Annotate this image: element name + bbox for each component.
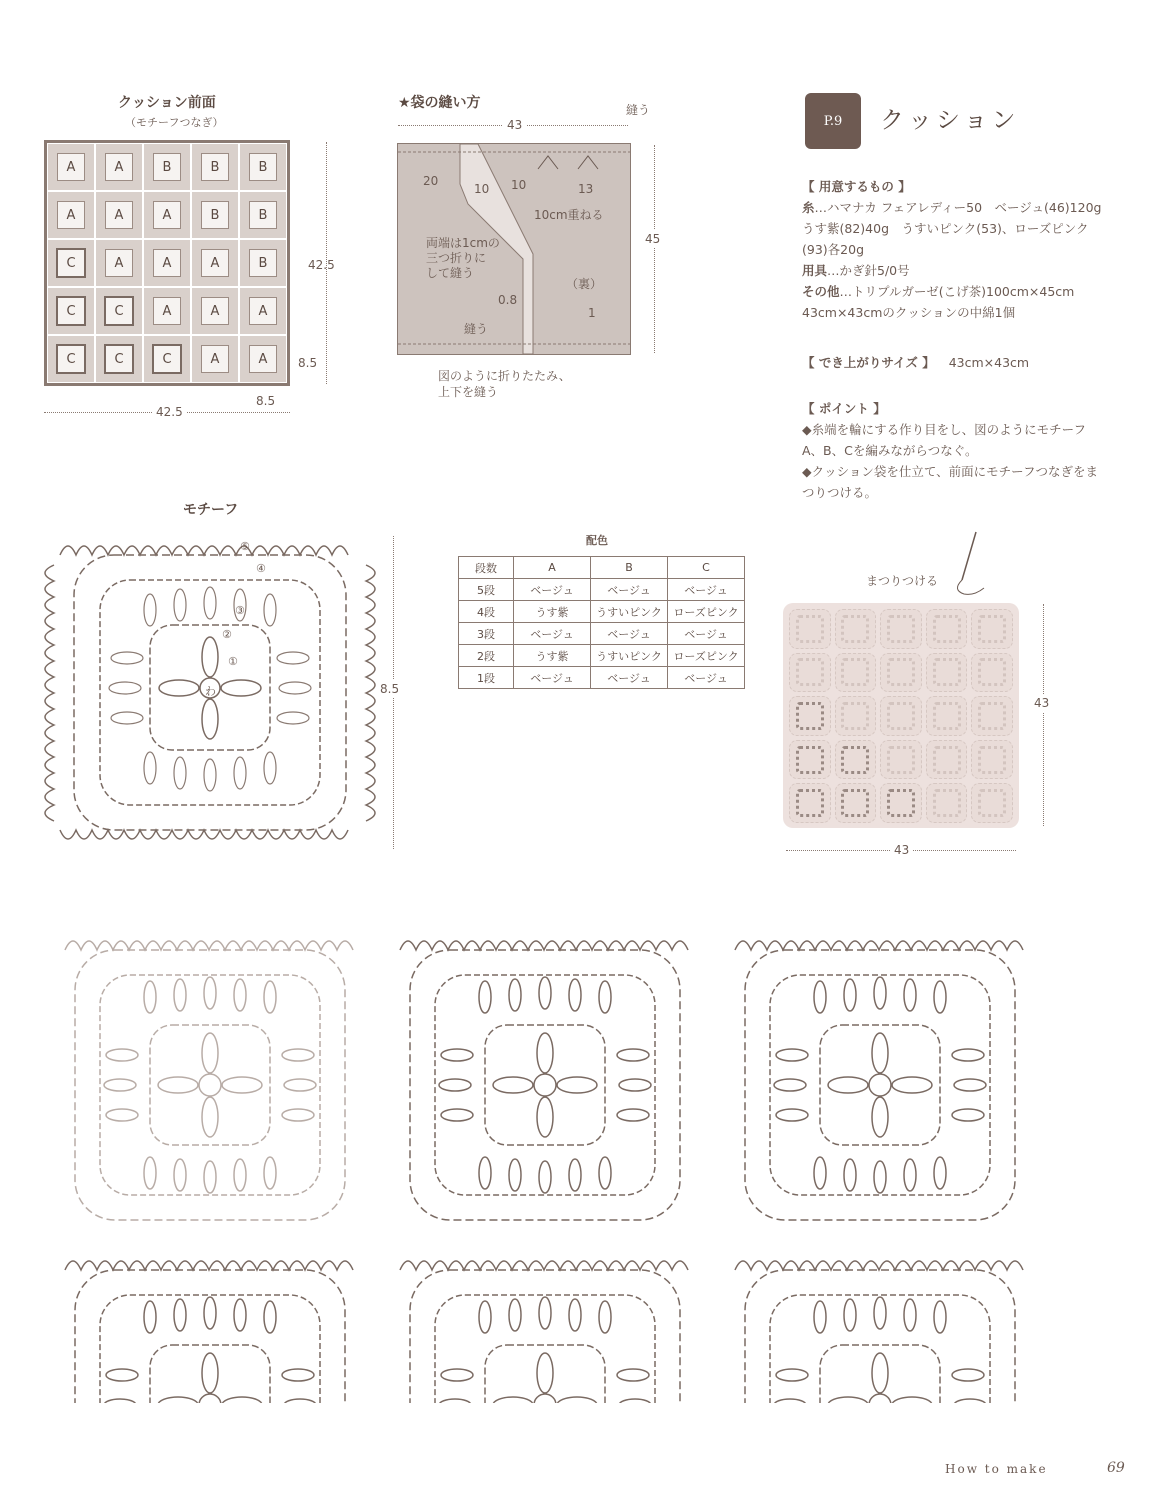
front-grid-cell	[95, 287, 143, 335]
joined-motif	[735, 1261, 1023, 1415]
motif-letter: C	[152, 344, 182, 374]
front-grid-cell	[95, 191, 143, 239]
finished-motif	[880, 740, 922, 780]
finished-motif-center	[887, 658, 915, 686]
motif-round-2: ②	[222, 628, 232, 641]
color-table-row	[459, 601, 745, 623]
finished-motif	[789, 653, 831, 693]
finished-motif-center	[887, 702, 915, 730]
motif-letter: B	[201, 201, 229, 229]
color-cell: ベージュ	[514, 579, 591, 601]
joined-motif	[735, 941, 1023, 1220]
motif-letter: A	[201, 345, 229, 373]
color-cell: ベージュ	[668, 579, 745, 601]
finished-motif	[789, 783, 831, 823]
color-cell: ベージュ	[514, 667, 591, 689]
front-dim-motif-w: 8.5	[256, 394, 276, 408]
finished-motif	[789, 740, 831, 780]
motif-letter: A	[249, 297, 277, 325]
finished-motif-center	[978, 746, 1006, 774]
color-cell: うす紫	[514, 601, 591, 623]
bag-dim-height-line	[654, 145, 655, 353]
motif-letter: A	[249, 345, 277, 373]
finished-motif	[835, 740, 877, 780]
front-grid-cell	[239, 335, 287, 383]
finished-motif-center	[841, 702, 869, 730]
front-grid-cell	[191, 335, 239, 383]
motif-round-3: ③	[235, 604, 245, 617]
front-title: クッション前面	[118, 95, 216, 111]
front-grid-cell	[95, 335, 143, 383]
size-section	[802, 352, 1102, 373]
finished-motif-center	[978, 789, 1006, 817]
col-header-a: A	[514, 557, 591, 579]
front-grid-cell	[191, 239, 239, 287]
finished-motif-center	[796, 702, 824, 730]
finished-motif	[926, 783, 968, 823]
motif-round-1: ①	[228, 655, 238, 668]
joined-motif	[65, 1261, 353, 1415]
motif-letter: C	[104, 344, 134, 374]
col-header-c: C	[668, 557, 745, 579]
finished-motif	[880, 783, 922, 823]
color-table-row	[459, 667, 745, 689]
finished-motif	[926, 653, 968, 693]
motif-letter: A	[105, 153, 133, 181]
color-cell: うすいピンク	[591, 645, 668, 667]
motif-letter: B	[249, 153, 277, 181]
front-grid-cell	[143, 335, 191, 383]
bag-label-sew-top: 縫う	[626, 103, 651, 117]
motif-letter: C	[56, 344, 86, 374]
joined-motif	[65, 941, 353, 1220]
front-grid-cell	[95, 143, 143, 191]
color-cell: うす紫	[514, 645, 591, 667]
finished-motif-center	[978, 658, 1006, 686]
color-cell: ベージュ	[514, 623, 591, 645]
finished-cushion	[783, 603, 1019, 828]
bag-label-13: 13	[578, 182, 594, 196]
motif-letter: A	[153, 201, 181, 229]
front-grid-cell	[47, 335, 95, 383]
bag-dim-width: 43	[503, 118, 526, 132]
color-cell: ベージュ	[668, 667, 745, 689]
joined-motif	[400, 941, 688, 1220]
front-grid-cell	[239, 287, 287, 335]
finished-motif-center	[933, 746, 961, 774]
round-label: 4段	[459, 601, 514, 623]
bag-label-sew-left: 縫う	[464, 322, 489, 336]
col-header-rounds: 段数	[459, 557, 514, 579]
front-motif-grid	[44, 140, 290, 386]
round-label: 2段	[459, 645, 514, 667]
materials-other: その他…トリプルガーゼ(こげ茶)100cm×45cm 43cm×43cmのクッションの中綿1個	[802, 284, 1087, 320]
front-grid-cell	[191, 143, 239, 191]
motif-letter: A	[201, 249, 229, 277]
motif-round-5: ⑤	[240, 540, 250, 553]
page-title: クッション	[880, 106, 1020, 134]
color-cell: ローズピンク	[668, 645, 745, 667]
color-table-row	[459, 579, 745, 601]
bag-label-fold: 両端は1cmの 三つ折りに して縫う	[426, 236, 500, 280]
motif-letter: B	[249, 201, 277, 229]
color-cell: ベージュ	[668, 623, 745, 645]
front-dim-motif-h: 8.5	[298, 356, 318, 370]
bag-label-08: 0.8	[498, 293, 518, 307]
finished-motif-center	[841, 746, 869, 774]
finished-motif-center	[933, 702, 961, 730]
front-grid-cell	[143, 239, 191, 287]
finished-motif-center	[887, 789, 915, 817]
finish-dim-h: 43	[1034, 696, 1050, 710]
front-grid-cell	[191, 287, 239, 335]
finished-motif	[971, 696, 1013, 736]
finished-motif-center	[841, 658, 869, 686]
size-value: 43cm×43cm	[948, 355, 1030, 370]
front-grid-cell	[239, 143, 287, 191]
finished-motif-center	[796, 746, 824, 774]
page-number: 69	[1107, 1460, 1125, 1476]
finished-motif	[971, 609, 1013, 649]
finished-motif	[835, 653, 877, 693]
motif-title: モチーフ	[183, 502, 239, 518]
front-grid-cell	[47, 143, 95, 191]
motif-center-label: わ	[205, 685, 216, 698]
materials-heading: 【 用意するもの 】	[802, 179, 911, 194]
motif-letter: B	[249, 249, 277, 277]
finished-motif-center	[796, 615, 824, 643]
finished-motif	[926, 609, 968, 649]
materials-yarn: 糸…ハマナカ フェアレディー50 ベージュ(46)120g うす紫(82)40g うすいピンク(53)、ローズピンク(93)各20g	[802, 200, 1114, 257]
finished-motif-center	[978, 702, 1006, 730]
page-ref-badge: P.9	[805, 93, 861, 149]
round-label: 5段	[459, 579, 514, 601]
finished-motif-center	[841, 789, 869, 817]
color-table-row	[459, 645, 745, 667]
finished-motif	[880, 696, 922, 736]
colors-title: 配色	[586, 534, 608, 547]
color-cell: ローズピンク	[668, 601, 745, 623]
motif-dim: 8.5	[380, 682, 400, 696]
front-grid-cell	[143, 191, 191, 239]
bag-caption: 図のように折りたたみ、 上下を縫う	[438, 369, 571, 399]
joining-chart	[40, 925, 1050, 1415]
front-grid-cell	[95, 239, 143, 287]
finished-motif-center	[978, 615, 1006, 643]
motif-letter: A	[153, 249, 181, 277]
front-grid-cell	[47, 287, 95, 335]
motif-letter: A	[105, 249, 133, 277]
front-grid-cell	[239, 191, 287, 239]
points-heading: 【 ポイント 】	[802, 401, 886, 416]
finished-motif-center	[933, 615, 961, 643]
bag-label-10b: 10	[511, 178, 527, 192]
bag-label-10a: 10	[474, 182, 490, 196]
finished-motif	[835, 696, 877, 736]
color-cell: ベージュ	[591, 667, 668, 689]
round-label: 3段	[459, 623, 514, 645]
bag-label-back: （裏）	[566, 277, 603, 291]
motif-letter: A	[57, 201, 85, 229]
front-grid-cell	[47, 191, 95, 239]
size-heading: 【 でき上がりサイズ 】	[802, 355, 935, 370]
color-table-header	[459, 557, 745, 579]
front-grid-cell	[143, 143, 191, 191]
front-grid-cell	[191, 191, 239, 239]
col-header-b: B	[591, 557, 668, 579]
finished-motif	[835, 783, 877, 823]
finish-label: まつりつける	[866, 574, 939, 588]
motif-letter: A	[201, 297, 229, 325]
motif-letter: C	[56, 248, 86, 278]
bag-label-1: 1	[588, 306, 596, 320]
finished-motif	[789, 696, 831, 736]
motif-letter: B	[153, 153, 181, 181]
motif-letter: A	[105, 201, 133, 229]
front-grid-cell	[143, 287, 191, 335]
front-dim-height: 42.5	[308, 258, 335, 272]
color-table	[458, 556, 745, 689]
finished-motif-center	[933, 789, 961, 817]
color-cell: うすいピンク	[591, 601, 668, 623]
finished-motif	[880, 609, 922, 649]
finish-dim-w: 43	[890, 843, 913, 857]
points-section	[802, 398, 1102, 503]
materials-section	[802, 176, 1114, 323]
finish-dim-h-line	[1043, 604, 1044, 826]
finished-motif	[971, 740, 1013, 780]
motif-round-4: ④	[256, 562, 266, 575]
finished-motif-center	[887, 615, 915, 643]
points-line-2: ◆クッション袋を仕立て、前面にモチーフつなぎをまつりつける。	[802, 464, 1098, 500]
finished-motif-grid	[789, 609, 1013, 823]
finished-motif	[926, 740, 968, 780]
bag-dim-height: 45	[645, 232, 661, 246]
points-line-1: ◆糸端を輪にする作り目をし、図のようにモチーフA、B、Cを編みながらつなぐ。	[802, 422, 1086, 458]
finished-motif	[971, 783, 1013, 823]
finished-motif	[926, 696, 968, 736]
front-grid-cell	[239, 239, 287, 287]
color-cell: ベージュ	[591, 579, 668, 601]
bag-title: ★袋の縫い方	[398, 95, 481, 111]
finished-motif-center	[887, 746, 915, 774]
color-cell: ベージュ	[591, 623, 668, 645]
finished-motif	[789, 609, 831, 649]
color-table-row	[459, 623, 745, 645]
bag-label-20: 20	[423, 174, 439, 188]
needle-icon	[948, 530, 988, 600]
motif-letter: A	[57, 153, 85, 181]
materials-tool: 用具…かぎ針5/0号	[802, 263, 910, 278]
round-label: 1段	[459, 667, 514, 689]
finished-motif	[880, 653, 922, 693]
finished-motif-center	[796, 658, 824, 686]
front-grid-cell	[47, 239, 95, 287]
front-dim-width: 42.5	[152, 405, 187, 419]
finished-motif	[971, 653, 1013, 693]
finished-motif-center	[796, 789, 824, 817]
finished-motif-center	[841, 615, 869, 643]
motif-letter: C	[56, 296, 86, 326]
footer-text: How to make	[945, 1462, 1048, 1476]
front-subtitle: （モチーフつなぎ）	[125, 116, 224, 129]
bag-label-overlap: 10cm重ねる	[534, 208, 604, 222]
motif-letter: B	[201, 153, 229, 181]
motif-letter: A	[153, 297, 181, 325]
motif-letter: C	[104, 296, 134, 326]
finished-motif	[835, 609, 877, 649]
finished-motif-center	[933, 658, 961, 686]
joined-motif	[400, 1261, 688, 1415]
